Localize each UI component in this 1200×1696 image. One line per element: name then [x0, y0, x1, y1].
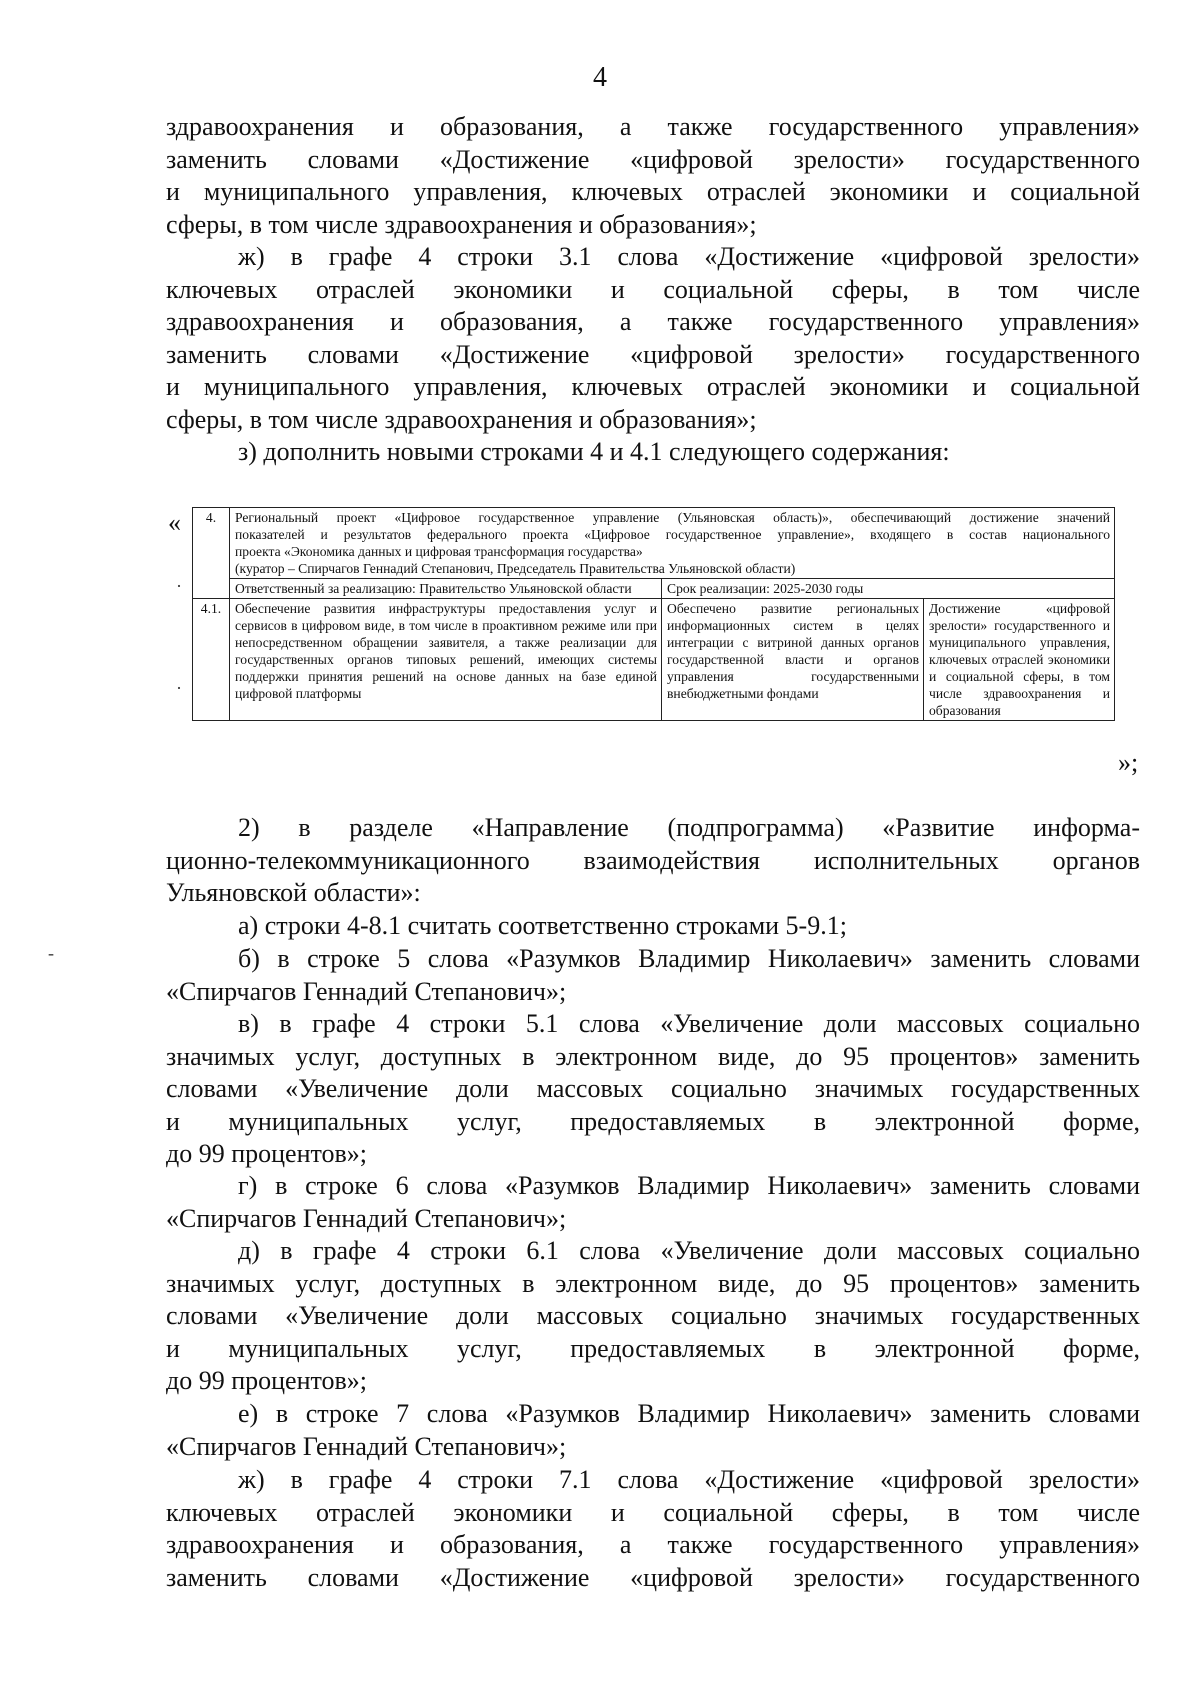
paragraph-section-2: 2) в разделе «Направление (подпрограмма) «Развитие информа- ционно-телекоммуникационного взаимодействия исполнительных органов Ульяновской области»: [166, 813, 1140, 907]
table-row [193, 579, 1115, 599]
result-cell: Обеспечено развитие региональных информационных систем в целях интеграции с витриной данных органов государственной власти и органов управления государственными внебюджетными фондами [662, 599, 924, 721]
scan-mark: · [176, 678, 182, 698]
paragraph-continuation: здравоохранения и образования, а также государственного управления» заменить словами «Достижение «цифровой зрелости» государственного и муниципального управления, ключевых отраслей экономики и социальной сферы, в том числе здравоохранения и образования»; [166, 112, 1140, 239]
regional-project-cell: Региональный проект «Цифровое государственное управление (Ульяновская область)», обеспечивающий достижение значений показателей и результатов федерального проекта «Цифровое государственное управление», входящего в состав национального проекта «Экономика данных и цифровая трансформация государства» (куратор – Спирчагов Геннадий Степанович, Председатель Правительства Ульяновской области) [230, 508, 1115, 579]
task-cell: Обеспечение развития инфраструктуры предоставления услуг и сервисов в цифровом виде, в том числе в проактивном режиме или при непосредственном обращении заявителя, а также реализации для государственных органов типовых решений, имеющих системы поддержки принятия решений на основе данных на базе единой цифровой платформы [230, 599, 662, 721]
row-number: 4.1. [193, 599, 230, 721]
scan-mark: · [176, 576, 182, 596]
term-cell: Срок реализации: 2025-2030 годы [662, 579, 1115, 599]
table-row [193, 599, 1115, 721]
item-v: в) в графе 4 строки 5.1 слова «Увеличение доли массовых социально значимых услуг, доступных в электронном виде, до 95 процентов» заменить словами «Увеличение доли массовых социально значимых государственных и муниципальных услуг, предоставляемых в электронной форме, до 99 процентов»; [166, 1009, 1140, 1168]
paragraph-zh: ж) в графе 4 строки 3.1 слова «Достижение «цифровой зрелости» ключевых отраслей экономики и социальной сферы, в том числе здравоохранения и образования, а также государственного управления» заменить словами «Достижение «цифровой зрелости» государственного и муниципального управления, ключевых отраслей экономики и социальной сферы, в том числе здравоохранения и образования»; [166, 242, 1140, 434]
scan-mark: - [48, 943, 54, 963]
responsible-cell: Ответственный за реализацию: Правительство Ульяновской области [230, 579, 662, 599]
table-row [193, 508, 1115, 579]
item-g: г) в строке 6 слова «Разумков Владимир Николаевич» заменить словами «Спирчагов Геннадий Степанович»; [166, 1171, 1140, 1233]
item-e: е) в строке 7 слова «Разумков Владимир Николаевич» заменить словами «Спирчагов Геннадий Степанович»; [166, 1399, 1140, 1461]
table-close-quote: »; [1118, 748, 1139, 777]
row-number: 4. [193, 508, 230, 599]
paragraph-z: з) дополнить новыми строками 4 и 4.1 следующего содержания: [238, 437, 950, 466]
item-d: д) в графе 4 строки 6.1 слова «Увеличение доли массовых социально значимых услуг, доступных в электронном виде, до 95 процентов» заменить словами «Увеличение доли массовых социально значимых государственных и муниципальных услуг, предоставляемых в электронной форме, до 99 процентов»; [166, 1236, 1140, 1395]
inserted-table [192, 507, 1115, 721]
page-number: 4 [593, 62, 607, 93]
item-a: а) строки 4-8.1 считать соответственно строками 5-9.1; [238, 911, 847, 940]
table-open-quote: « [168, 508, 181, 537]
goal-cell: Достижение «цифровой зрелости» государственного и муниципального управления, ключевых отраслей экономики и социальной сферы, в том числе здравоохранения и образования [924, 599, 1115, 721]
item-b: б) в строке 5 слова «Разумков Владимир Николаевич» заменить словами «Спирчагов Геннадий Степанович»; [166, 944, 1140, 1006]
item-zh-2: ж) в графе 4 строки 7.1 слова «Достижение «цифровой зрелости» ключевых отраслей экономики и социальной сферы, в том числе здравоохранения и образования, а также государственного управления» заменить словами «Достижение «цифровой зрелости» государственного [166, 1465, 1140, 1592]
